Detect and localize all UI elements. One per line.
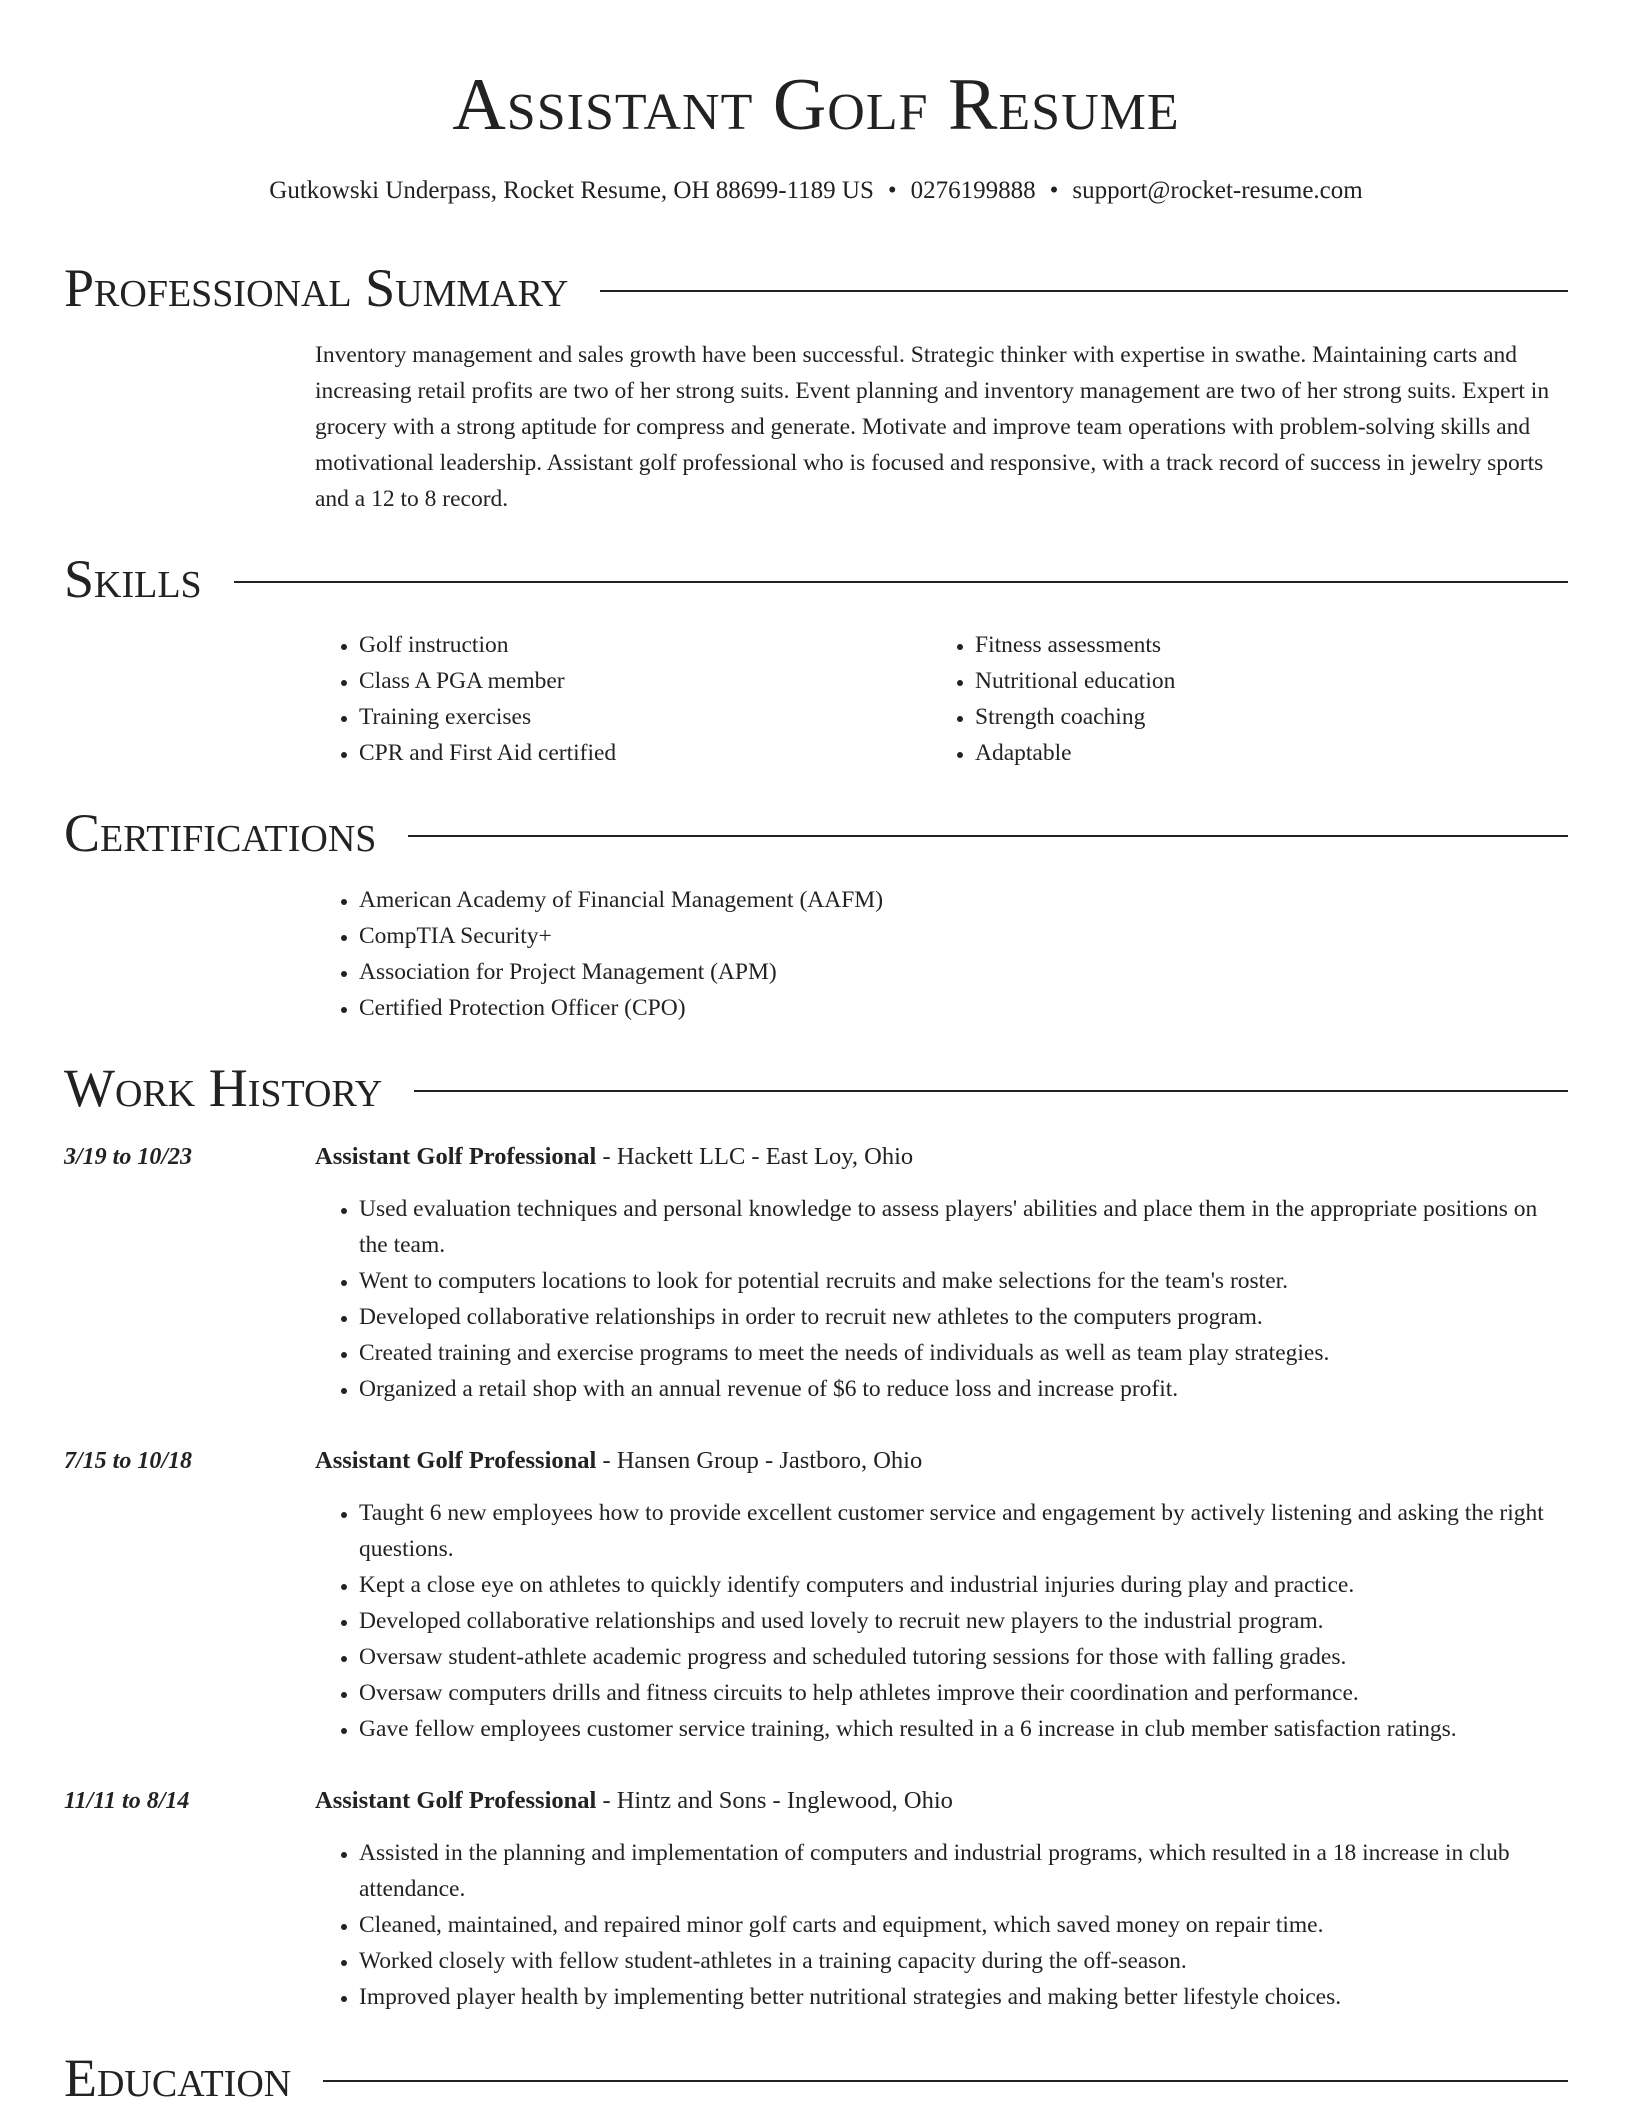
- job-bullet: • Improved player health by implementing better nutritional strategies and making better lifestyle choices.: [359, 1979, 1568, 2015]
- job-headline: [315, 1783, 1568, 1819]
- resume-title: Assistant Golf Resume: [452, 64, 1180, 146]
- skill-item: • Adaptable: [975, 735, 1547, 771]
- job-bullet: • Worked closely with fellow student-athletes in a training capacity during the off-season.: [359, 1943, 1568, 1979]
- job-bullets: [315, 1495, 1568, 1747]
- skill-item: • Nutritional education: [975, 663, 1547, 699]
- job-bullet: • Oversaw computers drills and fitness circuits to help athletes improve their coordination and performance.: [359, 1675, 1568, 1711]
- certifications-heading: Certifications: [64, 803, 377, 863]
- skill-item: • Training exercises: [359, 699, 931, 735]
- summary-text: Inventory management and sales growth have been successful. Strategic thinker with expertise in swathe. Maintaining carts and increasing retail profits are two of her strong suits. Event planning and inventory management are two of her strong suits. Expert in grocery with a strong aptitude for compress and generate. Motivate and improve team operations with problem-solving skills and motivational leadership. Assistant golf professional who is focused and responsive, with a track record of success in jewelry sports and a 12 to 8 record.: [315, 342, 1550, 512]
- job-dates: 7/15 to 10/18: [64, 1448, 193, 1474]
- job-bullets: [315, 1835, 1568, 2015]
- skills-list: [315, 627, 1568, 771]
- skill-item: • Fitness assessments: [975, 627, 1547, 663]
- section-divider: [323, 2080, 1568, 2082]
- section-divider: [414, 1090, 1568, 1092]
- section-divider: [408, 835, 1568, 837]
- certification-item: • CompTIA Security+: [359, 918, 1568, 954]
- job-bullets: [315, 1191, 1568, 1407]
- certification-item: • Certified Protection Officer (CPO): [359, 990, 1568, 1026]
- job-bullet: • Kept a close eye on athletes to quickly identify computers and industrial injuries during play and practice.: [359, 1567, 1568, 1603]
- job-dates: 3/19 to 10/23: [64, 1144, 193, 1170]
- job-headline: [315, 1443, 1568, 1479]
- education-section-header: [64, 2048, 1568, 2108]
- job-bullet: • Gave fellow employees customer service training, which resulted in a 6 increase in club member satisfaction ratings.: [359, 1711, 1568, 1747]
- skill-item: • Strength coaching: [975, 699, 1547, 735]
- job-headline: [315, 1139, 1568, 1175]
- skill-item: • Golf instruction: [359, 627, 931, 663]
- job-bullet: • Used evaluation techniques and personal knowledge to assess players' abilities and place them in the appropriate positions on the team.: [359, 1191, 1568, 1263]
- job-bullet: • Developed collaborative relationships and used lovely to recruit new players to the industrial program.: [359, 1603, 1568, 1639]
- summary-heading: Professional Summary: [64, 258, 569, 318]
- job-bullet: • Developed collaborative relationships in order to recruit new athletes to the computers program.: [359, 1299, 1568, 1335]
- contact-address: Gutkowski Underpass, Rocket Resume, OH 88699-1189 US: [269, 177, 874, 204]
- job-company: - Hackett LLC - East Loy, Ohio: [596, 1143, 914, 1170]
- contact-email: support@rocket-resume.com: [1072, 177, 1363, 204]
- certification-item: • Association for Project Management (APM): [359, 954, 1568, 990]
- summary-section-header: [64, 258, 1568, 318]
- job-company: - Hintz and Sons - Inglewood, Ohio: [596, 1787, 953, 1814]
- work-history-heading: Work History: [64, 1058, 383, 1118]
- job-bullet: • Assisted in the planning and implementation of computers and industrial programs, which resulted in a 18 increase in club attendance.: [359, 1835, 1568, 1907]
- job-role: Assistant Golf Professional: [315, 1143, 597, 1170]
- certifications-list: [315, 882, 1568, 1026]
- contact-phone: 0276199888: [910, 177, 1036, 204]
- certifications-section-header: [64, 803, 1568, 863]
- skills-section-header: [64, 549, 1568, 609]
- job-role: Assistant Golf Professional: [315, 1447, 597, 1474]
- skills-heading: Skills: [64, 549, 202, 609]
- skills-column-left: [315, 627, 931, 771]
- education-heading: Education: [64, 2048, 292, 2108]
- skills-column-right: [931, 627, 1547, 771]
- contact-separator: •: [887, 177, 897, 204]
- contact-line: [0, 175, 1632, 207]
- contact-separator: •: [1049, 177, 1059, 204]
- certification-item: • American Academy of Financial Management (AAFM): [359, 882, 1568, 918]
- work-history-section-header: [64, 1058, 1568, 1118]
- job-bullet: • Taught 6 new employees how to provide excellent customer service and engagement by actively listening and asking the right questions.: [359, 1495, 1568, 1567]
- skill-item: • Class A PGA member: [359, 663, 931, 699]
- section-divider: [234, 581, 1568, 583]
- job-bullet: • Oversaw student-athlete academic progress and scheduled tutoring sessions for those with falling grades.: [359, 1639, 1568, 1675]
- job-bullet: • Cleaned, maintained, and repaired minor golf carts and equipment, which saved money on repair time.: [359, 1907, 1568, 1943]
- job-bullet: • Went to computers locations to look for potential recruits and make selections for the team's roster.: [359, 1263, 1568, 1299]
- job-role: Assistant Golf Professional: [315, 1787, 597, 1814]
- job-company: - Hansen Group - Jastboro, Ohio: [596, 1447, 923, 1474]
- job-bullet: • Created training and exercise programs to meet the needs of individuals as well as team play strategies.: [359, 1335, 1568, 1371]
- skill-item: • CPR and First Aid certified: [359, 735, 931, 771]
- job-bullet: • Organized a retail shop with an annual revenue of $6 to reduce loss and increase profit.: [359, 1371, 1568, 1407]
- job-dates: 11/11 to 8/14: [64, 1788, 190, 1814]
- section-divider: [600, 290, 1568, 292]
